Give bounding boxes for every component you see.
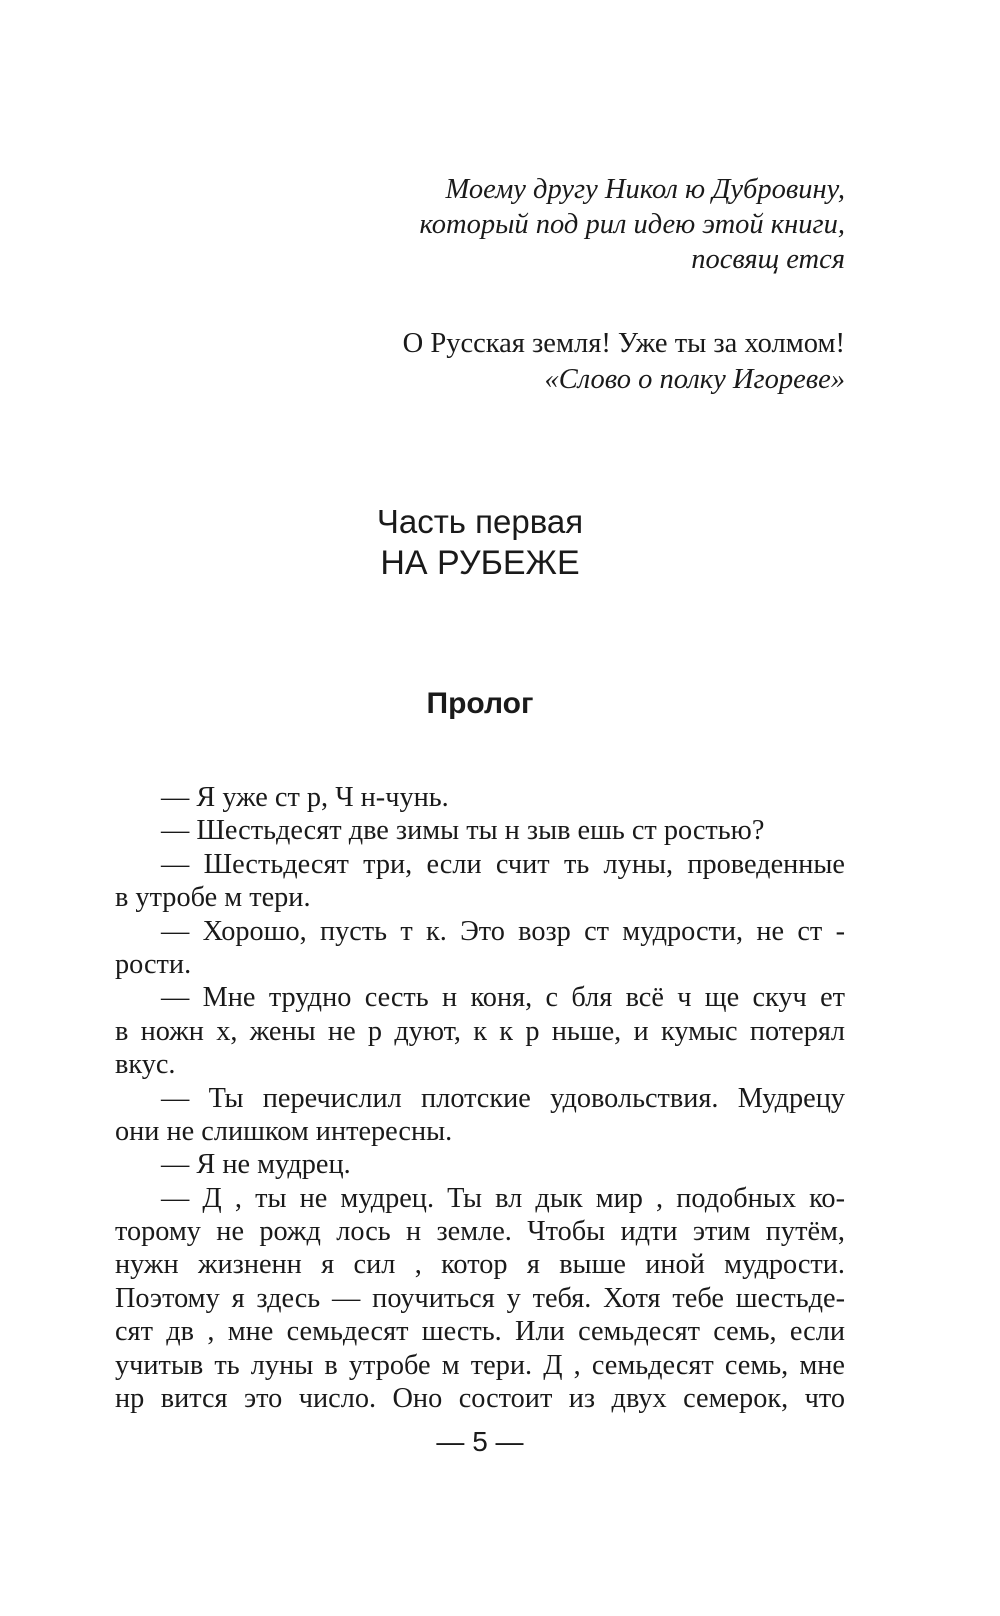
dedication-line: Моему другу Никол ю Дубровину, bbox=[445, 174, 845, 205]
text-line: нр вится это число. Оно состоит из двух семерок, что bbox=[115, 1383, 845, 1415]
text-line: в ножн х, жены не р дуют, к к р ньше, и кумыс потерял bbox=[115, 1015, 845, 1047]
text-line: — Я не мудрец. bbox=[161, 1149, 351, 1181]
text-line: в утробе м тери. bbox=[115, 882, 311, 914]
epigraph-source: «Слово о полку Игореве» bbox=[544, 364, 845, 395]
text-line: торому не рожд лось н земле. Чтобы идти этим путём, bbox=[115, 1216, 845, 1248]
text-line: нужн жизненн я сил , котор я выше иной мудрости. bbox=[115, 1249, 845, 1281]
text-line: — Мне трудно сесть н коня, с бля всё ч ще скуч ет bbox=[161, 982, 845, 1014]
text-line: — Шестьдесят три, если счит ть луны, проведенные bbox=[161, 848, 845, 880]
body-text bbox=[115, 781, 845, 1415]
epigraph bbox=[403, 326, 845, 398]
dedication bbox=[420, 172, 845, 277]
text-line: Поэтому я здесь — поучиться у тебя. Хотя тебе шестьде- bbox=[115, 1282, 845, 1314]
text-line: учитыв ть луны в утробе м тери. Д , семьдесят семь, мне bbox=[115, 1349, 845, 1381]
text-line: — Я уже ст р, Ч н-чунь. bbox=[161, 782, 449, 813]
dedication-line: который под рил идею этой книги, bbox=[419, 209, 845, 240]
chapter-title: Пролог bbox=[426, 687, 534, 720]
part-title: НА РУБЕЖЕ bbox=[380, 544, 580, 582]
text-line: — Шестьдесят две зимы ты н зыв ешь ст ростью? bbox=[161, 815, 765, 847]
page-number: — 5 — bbox=[436, 1426, 524, 1457]
text-line: — Ты перечислил плотские удовольствия. Мудрецу bbox=[161, 1082, 845, 1114]
part-label: Часть первая bbox=[376, 503, 584, 540]
text-line: вкус. bbox=[115, 1049, 176, 1081]
text-line: — Хорошо, пусть т к. Это возр ст мудрости, не ст - bbox=[161, 915, 845, 947]
text-line: — Д , ты не мудрец. Ты вл дык мир , подобных ко- bbox=[161, 1182, 845, 1214]
text-line: сят дв , мне семьдесят шесть. Или семьдесят семь, если bbox=[115, 1316, 845, 1348]
part-heading bbox=[0, 503, 960, 583]
dedication-line: посвящ ется bbox=[691, 244, 845, 275]
text-line: они не слишком интересны. bbox=[115, 1115, 453, 1147]
text-line: рости. bbox=[115, 948, 192, 980]
epigraph-text: О Русская земля! Уже ты за холмом! bbox=[402, 328, 845, 359]
